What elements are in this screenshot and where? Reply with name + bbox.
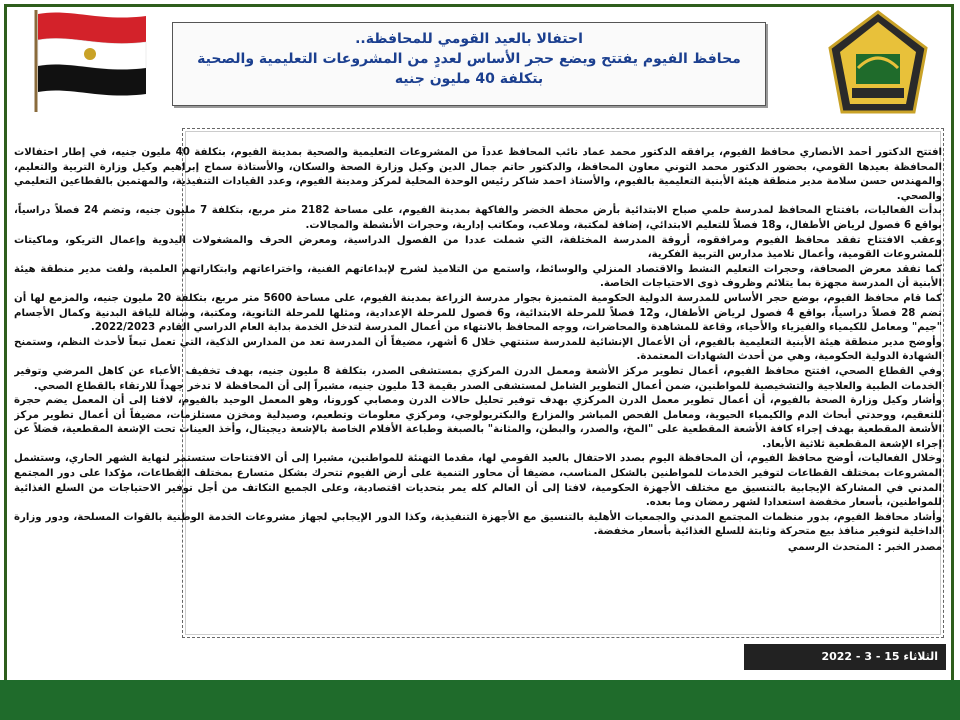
bottom-green-strip (0, 680, 960, 720)
article-paragraph: وأشاد محافظ الفيوم، بدور منظمات المجتمع المدني والجمعيات الأهلية بالتنسيق مع الأجهزة التنفيذية، وكذا الدور الإيجابي لجهاز مشروعات الخدمة الوطنية بالقوات المسلحة، ودور وزارة الداخلية لتوفير منافذ بيع متحركة وثابتة للسلع الغذائية بأسعار مخفضة. (14, 511, 942, 538)
article-paragraph: وفي القطاع الصحي، افتتح محافظ الفيوم، أعمال تطوير مركز الأشعة ومعمل الدرن المركزي بمستشفى الصدر، بتكلفة 8 مليون جنيه، بهدف تخفيف الأعباء عن كاهل المرضي وتوفير الخدمات الطبية والعلاجية والتشخيصية للمواطنين، ضمن أعمال التطوير الشامل لمستشفى الصدر بقيمة 13 مليون جنيه، مشيراً إلى أن المحافظة لا تدخر جهداً للارتقاء بالقطاع الصحي. (14, 365, 942, 392)
article-paragraph: كما تفقد معرض الصحافة، وحجرات التعليم النشط والاقتصاد المنزلي والوسائط، واستمع من التلاميذ لشرح لإبداعاتهم الفنية، واختراعاتهم وابتكاراتهم العلمية، ولفت مدير منطقة هيئة الأبنية أن المدرسة مجهزة بما يتلائم وظروف ذوى الاحتياجات الخاصة. (14, 263, 942, 290)
headline-title: محافظ الفيوم يفتتح ويضع حجر الأساس لعددٍ من المشروعات التعليمية والصحية بتكلفة 40 مليون جنيه (197, 51, 741, 87)
article-source: مصدر الخبر : المتحدث الرسمي (787, 542, 942, 554)
publish-date: الثلاثاء 15 - 3 - 2022 (821, 650, 938, 663)
headline-kicker: احتفالا بالعيد القومي للمحافظة.. (355, 31, 583, 47)
article-paragraph: وأوضح مدير منطقة هيئة الأبنية التعليمية بالفيوم، أن الأعمال الإنشائية للمدرسة ستنتهي خلال 6 أشهر، مضيفاً أن المدرسة تعد من المدارس الذكية، التي تعمل تبعاً لأحدث النظم، وستمنح الشهادة الدولية الحكومية، وهي من أحدث الشهادات المعتمدة. (14, 336, 942, 363)
article-paragraph: وخلال الفعاليات، أوضح محافظ الفيوم، أن المحافظة اليوم بصدد الاحتفال بالعيد القومي لها، مقدما التهنئة للمواطنين، مشيرا إلى أن الافتتاحات ستستمر لنهاية الشهر الحاري، وستشمل المشروعات بمختلف القطاعات لتوفير الخدمات للمواطنين بالشكل المناسب، مضيفا أن محاور التنمية على أرض الفيوم تتحرك بشكل متسارع بمختلف القطاعات، مؤكدا على دور المجتمع المدني في المشاركة الإيجابية بالتنسيق مع مختلف الأجهزة الحكومية، لافتا إلى أن العالم كله يمر بتحديات اقتصادية، وعلى الجميع التكاتف من أجل توفير الاحتياجات من السلع الغذائية للمواطنين، بأسعار مخفضة استعدادا لشهر رمضان وما بعده. (14, 453, 942, 509)
headline-box (172, 22, 766, 106)
governorate-logo-icon (818, 8, 938, 128)
article-paragraph: بدأت الفعاليات، بافتتاح المحافظ لمدرسة حلمي صباح الابتدائية بأرض محطة الخضر والفاكهة بمدينة الفيوم، على مساحة 2182 متر مربع، بتكلفة 7 مليون جنيه، وتضم 24 فصلاً دراسياً، بواقع 6 فصول لرياض الأطفال، و18 فصلاً للتعليم الابتدائي، إضافة لمكتبة، وملاعب، ومكاتب إدارية، وحجرات الأنشطة والمجالات. (14, 205, 942, 231)
article-paragraph: وعقب الافتتاح تفقد محافظ الفيوم ومرافقوه، أروقة المدرسة المختلفة، التي شملت عددا من الفصول الدراسية، ومعرض الحرف والمشغولات اليدوية وإعمال التريكو، وماكيتات للمشروعات القومية، وأعمال تلاميذ مدارس التربية الفكرية، (14, 234, 942, 261)
article-body (14, 146, 942, 626)
egypt-flag-icon (30, 8, 150, 113)
article-paragraph: وأشار وكيل وزارة الصحة بالفيوم، أن أعمال تطوير معمل الدرن المركزي بهدف توفير تحليل حالات الدرن ومصابي كورونا، وهو المعمل الوحيد بالفيوم، لافتا إلى أن المعمل يضم حجرة للتعقيم، ووحدتي أبحاث الدم والكيمياء الحيوية، ومعامل الفحص المباشر والمزارع والبكتريولوجي، ومركزي معلومات وتطعيم، وصيدلية ومخزن مستلزمات، مضيفاً أن أعمال تطوير مركز الأشعة المقطعية بهدف إجراء كافة الأشعة المقطعية على "المخ، والصدر، والبطن، والمثانة" بالصبغة وطباعة الأفلام الخاصة بالإشعة ديجيتال، وأخذ العينات تحت الإشعة المقطعية، فضلاً عن إجراء الإشعة المقطعية ثلاثية الأبعاد. (14, 395, 942, 450)
date-bar (744, 644, 946, 670)
article-paragraph: افتتح الدكتور أحمد الأنصاري محافظ الفيوم، يرافقه الدكتور محمد عماد نائب المحافظ عدداً من المشروعات التعليمية والصحية بمدينة الفيوم، بتكلفة 40 مليون جنيه، في إطار احتفالات المحافظة بعيدها القومي، بحضور الدكتور محمد التوني معاون المحافظ، والدكتور حاتم جمال الدين وكيل وزارة الصحة والسكان، والأستاذة سماح إبراهيم وكيل وزارة التربية والتعليم، والمهندس حسن سلامة مدير منطقة هيئة الأبنية التعليمية بالفيوم، والأستاذ احمد شاكر رئيس الوحدة المحلية لمركز ومدينة الفيوم، وعدد القيادات التنفيذية، والمهتمين بالقطاعين التعليمي والصحي. (14, 147, 942, 202)
article-paragraph: كما قام محافظ الفيوم، بوضع حجر الأساس للمدرسة الدولية الحكومية المتميزة بجوار مدرسة الزراعة بمدينة الفيوم، على مساحة 5600 متر مربع، بتكلفة 20 مليون جنيه، والمزمع لها أن تضم 28 فصلاً دراسياً، بواقع 4 فصول لرياض الأطفال، و12 فصلاً للمرحلة الابتدائية، و6 فصول للمرحلة الإعدادية، ومثلها للمرحلة الثانوية، ومكتبة، وصالة للياقة البدنية وكمال الأجسام "جيم" ومعامل للكيمياء والفيزياء والأحياء، وقاعة للمشاهدة والمحاضرات، ووجه المحافظ بالانتهاء من أعمال المدرسة لتدخل الخدمة بداية العام الدراسي القادم 2022/2023. (14, 292, 942, 334)
